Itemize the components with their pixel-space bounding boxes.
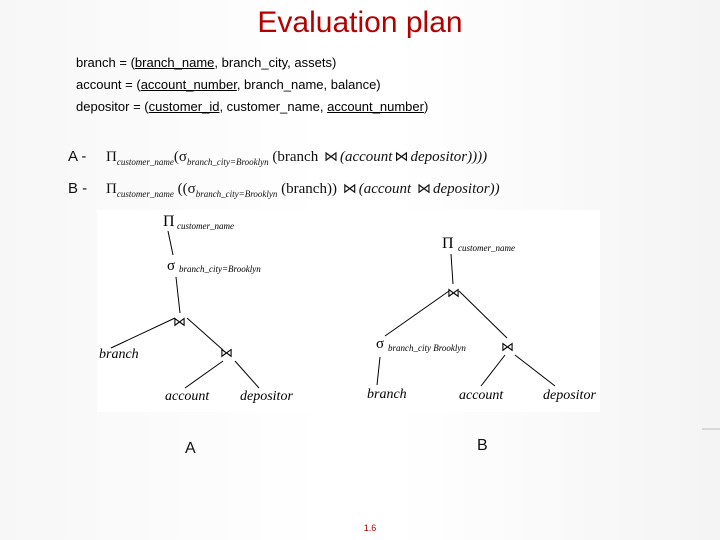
paren: ( xyxy=(173,149,179,165)
schema-account xyxy=(76,77,381,92)
relation-branch: (branch xyxy=(268,149,319,165)
schema-depositor-key2: account_number xyxy=(327,99,424,114)
tree-a-leaf-branch: branch xyxy=(99,347,139,362)
tree-b-edge xyxy=(515,355,555,386)
projection-symbol: Π xyxy=(106,181,117,197)
schema-account-key: account_number xyxy=(140,77,237,92)
tree-b xyxy=(367,235,596,403)
schema-depositor-mid: , customer_name, xyxy=(219,99,328,114)
caption-b: B xyxy=(477,437,488,454)
projection-attribute: customer_name xyxy=(116,157,174,167)
relation-depositor: depositor)) xyxy=(432,181,500,197)
tree-b-leaf-account: account xyxy=(459,388,504,403)
tree-b-selection-predicate: branch_city Brooklyn xyxy=(388,343,466,353)
tree-a-edge xyxy=(235,361,259,388)
schema-account-prefix: account = ( xyxy=(76,77,141,92)
tree-a-leaf-depositor: depositor xyxy=(240,389,293,404)
join-icon: ⋈ xyxy=(447,285,460,300)
tree-b-leaf-depositor: depositor xyxy=(543,388,596,403)
expression-b-label: B - xyxy=(68,180,88,197)
selection-symbol: σ xyxy=(178,149,187,165)
expression-a-label: A - xyxy=(68,148,87,165)
tree-a-edge xyxy=(185,361,223,388)
join-icon: ⋈ xyxy=(220,345,233,360)
schema-account-rest: , branch_name, balance) xyxy=(236,77,381,92)
projection-symbol: Π xyxy=(106,149,117,165)
tree-a xyxy=(99,213,293,404)
expression-b xyxy=(68,180,500,199)
tree-b-edge xyxy=(481,355,505,386)
selection-symbol: σ xyxy=(187,181,196,197)
relation-depositor: depositor)))) xyxy=(410,149,488,165)
join-icon: ⋈ xyxy=(501,339,514,354)
query-tree-figure xyxy=(97,210,600,412)
tree-a-projection: Π xyxy=(163,213,175,230)
relation-account: (account xyxy=(358,181,412,197)
join-icon: ⋈ xyxy=(394,150,409,165)
tree-b-edge xyxy=(377,357,380,385)
relation-account: (account xyxy=(339,149,393,165)
page-number: 1.6 xyxy=(363,523,377,533)
tree-a-projection-attribute: customer_name xyxy=(177,221,234,231)
tree-b-leaf-branch: branch xyxy=(367,387,407,402)
tree-b-projection: Π xyxy=(442,235,454,252)
schema-branch-key: branch_name xyxy=(134,55,215,70)
tree-a-edge xyxy=(168,231,173,255)
query-tree-svg xyxy=(97,210,600,412)
tree-b-edge xyxy=(385,291,449,336)
projection-attribute: customer_name xyxy=(116,189,174,199)
caption-a: A xyxy=(185,440,196,457)
tree-a-edge xyxy=(187,318,223,350)
tree-b-edge xyxy=(451,254,453,284)
tree-b-edge xyxy=(459,291,507,338)
tree-b-selection: σ xyxy=(376,336,385,352)
tree-a-selection-predicate: branch_city=Brooklyn xyxy=(179,264,261,274)
join-icon: ⋈ xyxy=(323,150,338,165)
schema-depositor xyxy=(76,99,428,114)
schema-depositor-rest: ) xyxy=(423,99,429,114)
tree-a-leaf-account: account xyxy=(165,389,210,404)
tree-a-edge xyxy=(111,318,175,348)
selection-predicate: branch_city=Brooklyn xyxy=(186,157,269,167)
slide-edge-marker xyxy=(702,428,720,430)
paren: (( xyxy=(173,181,188,197)
schema-depositor-key1: customer_id xyxy=(148,99,220,114)
join-icon: ⋈ xyxy=(416,182,431,197)
join-icon: ⋈ xyxy=(173,314,186,329)
tree-a-selection: σ xyxy=(167,258,176,274)
schema-branch xyxy=(76,55,336,70)
join-icon: ⋈ xyxy=(342,182,357,197)
tree-b-projection-attribute: customer_name xyxy=(458,243,515,253)
expression-a xyxy=(68,148,487,167)
tree-a-edge xyxy=(176,277,180,313)
schema-branch-rest: , branch_city, assets) xyxy=(214,55,337,70)
schema-depositor-prefix: depositor = ( xyxy=(76,99,149,114)
selection-predicate: branch_city=Brooklyn xyxy=(195,189,278,199)
relation-branch: (branch)) xyxy=(277,181,337,197)
slide-title: Evaluation plan xyxy=(257,6,463,39)
schema-branch-prefix: branch = ( xyxy=(76,55,135,70)
